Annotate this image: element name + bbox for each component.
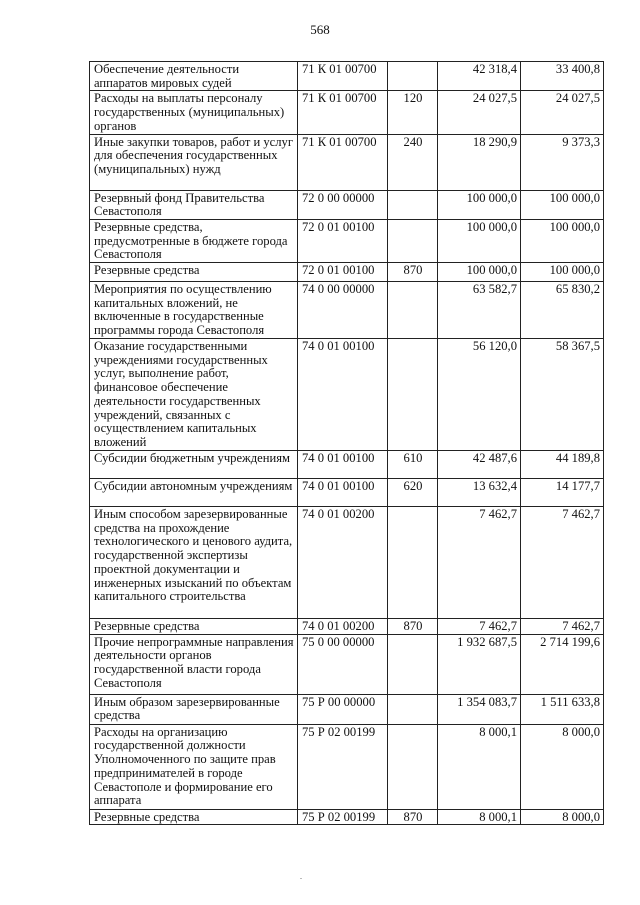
amount-year2-cell: 100 000,0 xyxy=(521,219,604,262)
amount-year2-cell: 100 000,0 xyxy=(521,263,604,282)
amount-year2-cell: 2 714 199,6 xyxy=(521,634,604,694)
table-row xyxy=(90,724,604,809)
amount-year2-cell: 7 462,7 xyxy=(521,619,604,635)
table-row xyxy=(90,339,604,451)
expense-name-cell: Иным образом зарезервированные средства xyxy=(90,694,298,724)
target-code-cell: 72 0 00 00000 xyxy=(298,190,388,219)
target-code-cell: 71 К 01 00700 xyxy=(298,62,388,91)
amount-year2-cell: 24 027,5 xyxy=(521,91,604,134)
amount-year2-cell: 33 400,8 xyxy=(521,62,604,91)
table-row xyxy=(90,694,604,724)
expense-name-cell: Иным способом зарезервированные средства на прохождение технологического и ценового аудита, государственной экспертизы проектной документации и инженерных изысканий по объектам капитального строительства xyxy=(90,507,298,619)
amount-year2-cell: 14 177,7 xyxy=(521,479,604,507)
target-code-cell: 75 0 00 00000 xyxy=(298,634,388,694)
expense-name-cell: Резервный фонд Правительства Севастополя xyxy=(90,190,298,219)
expense-name-cell: Прочие непрограммные направления деятельности органов государственной власти города Севастополя xyxy=(90,634,298,694)
amount-year1-cell: 42 487,6 xyxy=(438,451,521,479)
target-code-cell: 75 Р 02 00199 xyxy=(298,724,388,809)
amount-year2-cell: 44 189,8 xyxy=(521,451,604,479)
expense-name-cell: Резервные средства, предусмотренные в бюджете города Севастополя xyxy=(90,219,298,262)
target-code-cell: 72 0 01 00100 xyxy=(298,219,388,262)
amount-year1-cell: 42 318,4 xyxy=(438,62,521,91)
target-code-cell: 71 К 01 00700 xyxy=(298,134,388,190)
table-row xyxy=(90,809,604,825)
page-number: 568 xyxy=(310,22,330,37)
table-row xyxy=(90,62,604,91)
amount-year2-cell: 7 462,7 xyxy=(521,507,604,619)
amount-year1-cell: 13 632,4 xyxy=(438,479,521,507)
amount-year1-cell: 100 000,0 xyxy=(438,219,521,262)
target-code-cell: 74 0 01 00200 xyxy=(298,507,388,619)
target-code-cell: 74 0 01 00200 xyxy=(298,619,388,635)
amount-year1-cell: 8 000,1 xyxy=(438,724,521,809)
expense-type-cell xyxy=(388,724,438,809)
amount-year2-cell: 9 373,3 xyxy=(521,134,604,190)
expense-type-cell: 870 xyxy=(388,619,438,635)
expense-name-cell: Субсидии бюджетным учреждениям xyxy=(90,451,298,479)
expense-name-cell: Расходы на выплаты персоналу государственных (муниципальных) органов xyxy=(90,91,298,134)
amount-year1-cell: 18 290,9 xyxy=(438,134,521,190)
expense-type-cell: 120 xyxy=(388,91,438,134)
expense-type-cell xyxy=(388,507,438,619)
expense-type-cell xyxy=(388,634,438,694)
target-code-cell: 74 0 01 00100 xyxy=(298,451,388,479)
amount-year2-cell: 65 830,2 xyxy=(521,282,604,339)
amount-year1-cell: 63 582,7 xyxy=(438,282,521,339)
table-row xyxy=(90,219,604,262)
expense-name-cell: Расходы на организацию государственной должности Уполномоченного по защите прав предпринимателей в городе Севастополе и формирование его аппарата xyxy=(90,724,298,809)
amount-year1-cell: 7 462,7 xyxy=(438,619,521,635)
amount-year2-cell: 8 000,0 xyxy=(521,724,604,809)
amount-year1-cell: 56 120,0 xyxy=(438,339,521,451)
expense-type-cell: 870 xyxy=(388,263,438,282)
target-code-cell: 74 0 00 00000 xyxy=(298,282,388,339)
amount-year1-cell: 8 000,1 xyxy=(438,809,521,825)
table-row xyxy=(90,91,604,134)
table-row xyxy=(90,479,604,507)
expense-name-cell: Мероприятия по осуществлению капитальных вложений, не включенные в государственные программы города Севастополя xyxy=(90,282,298,339)
expense-type-cell: 620 xyxy=(388,479,438,507)
table-row xyxy=(90,634,604,694)
amount-year2-cell: 58 367,5 xyxy=(521,339,604,451)
expense-name-cell: Субсидии автономным учреждениям xyxy=(90,479,298,507)
expense-type-cell: 610 xyxy=(388,451,438,479)
scan-speck xyxy=(300,878,302,879)
expense-type-cell xyxy=(388,62,438,91)
expense-name-cell: Оказание государственными учреждениями государственных услуг, выполнение работ, финансовое обеспечение деятельности государственных учреждений, связанных с осуществлением капитальных вложений xyxy=(90,339,298,451)
target-code-cell: 74 0 01 00100 xyxy=(298,339,388,451)
expense-name-cell: Резервные средства xyxy=(90,619,298,635)
expense-name-cell: Иные закупки товаров, работ и услуг для обеспечения государственных (муниципальных) нужд xyxy=(90,134,298,190)
table-row xyxy=(90,619,604,635)
amount-year2-cell: 8 000,0 xyxy=(521,809,604,825)
expense-type-cell xyxy=(388,694,438,724)
expense-type-cell xyxy=(388,219,438,262)
table-row xyxy=(90,507,604,619)
expense-name-cell: Резервные средства xyxy=(90,809,298,825)
target-code-cell: 72 0 01 00100 xyxy=(298,263,388,282)
budget-table-body xyxy=(90,62,604,825)
target-code-cell: 71 К 01 00700 xyxy=(298,91,388,134)
expense-type-cell: 240 xyxy=(388,134,438,190)
table-row xyxy=(90,451,604,479)
expense-type-cell xyxy=(388,339,438,451)
amount-year1-cell: 7 462,7 xyxy=(438,507,521,619)
target-code-cell: 75 Р 00 00000 xyxy=(298,694,388,724)
target-code-cell: 75 Р 02 00199 xyxy=(298,809,388,825)
amount-year2-cell: 100 000,0 xyxy=(521,190,604,219)
expense-name-cell: Обеспечение деятельности аппаратов мировых судей xyxy=(90,62,298,91)
expense-type-cell: 870 xyxy=(388,809,438,825)
table-row xyxy=(90,134,604,190)
amount-year1-cell: 24 027,5 xyxy=(438,91,521,134)
target-code-cell: 74 0 01 00100 xyxy=(298,479,388,507)
table-row xyxy=(90,263,604,282)
expense-type-cell xyxy=(388,190,438,219)
expense-type-cell xyxy=(388,282,438,339)
table-row xyxy=(90,282,604,339)
table-row xyxy=(90,190,604,219)
budget-table xyxy=(89,61,604,825)
amount-year1-cell: 1 932 687,5 xyxy=(438,634,521,694)
amount-year2-cell: 1 511 633,8 xyxy=(521,694,604,724)
expense-name-cell: Резервные средства xyxy=(90,263,298,282)
amount-year1-cell: 100 000,0 xyxy=(438,190,521,219)
amount-year1-cell: 100 000,0 xyxy=(438,263,521,282)
amount-year1-cell: 1 354 083,7 xyxy=(438,694,521,724)
